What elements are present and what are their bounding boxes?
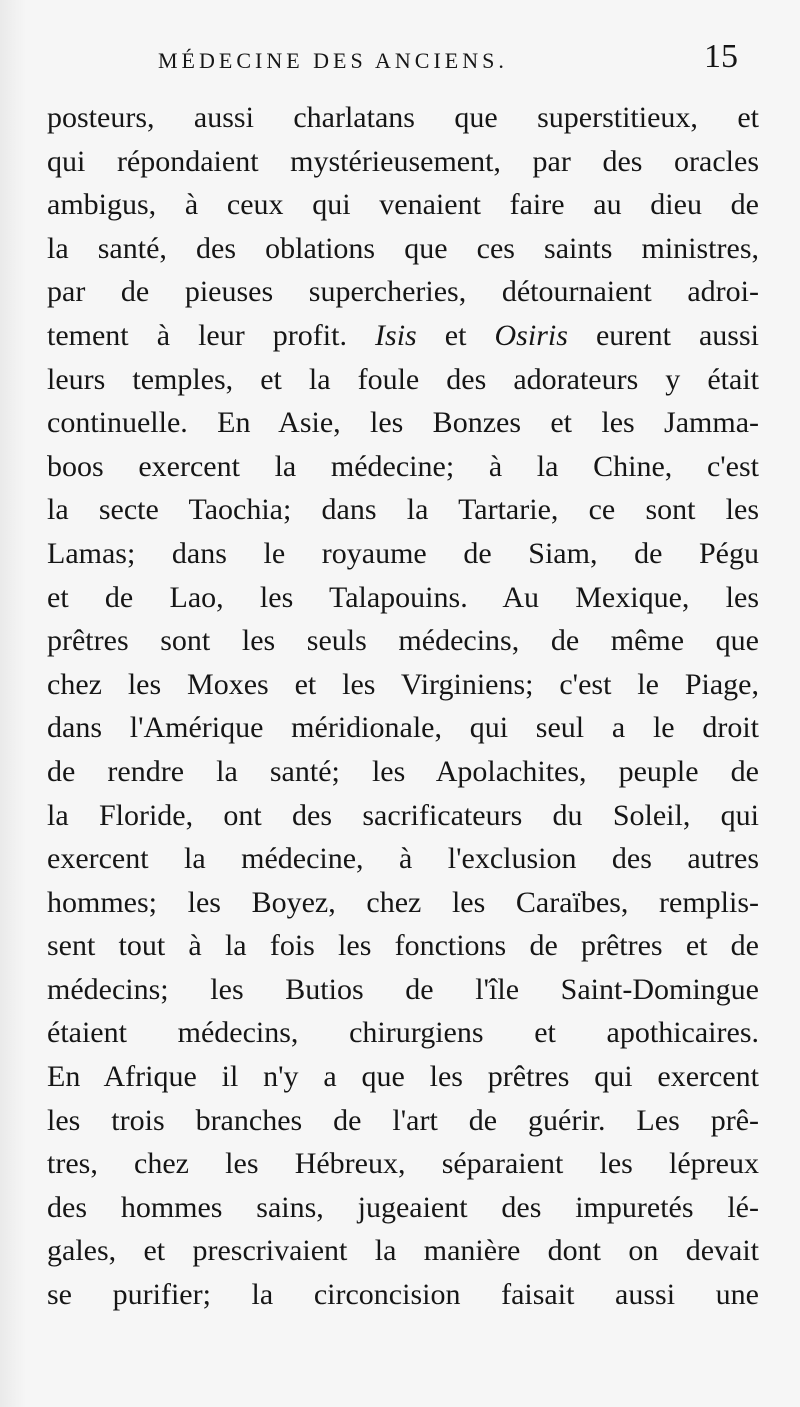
page-number: 15 <box>704 38 738 75</box>
running-title: MÉDECINE DES ANCIENS. <box>158 48 508 73</box>
text-line: médecins; les Butios de l'île Saint-Domingue <box>47 972 759 1006</box>
text-line: tres, chez les Hébreux, séparaient les lépreux <box>47 1147 759 1181</box>
text-line: la santé, des oblations que ces saints ministres, <box>47 231 759 265</box>
text-line: la Floride, ont des sacrificateurs du Soleil, qui <box>47 798 759 832</box>
text-line: Lamas; dans le royaume de Siam, de Pégu <box>47 536 759 570</box>
text-line: de rendre la santé; les Apolachites, peuple de <box>47 754 759 788</box>
text-line: exercent la médecine, à l'exclusion des autres <box>47 842 759 876</box>
text-line: boos exercent la médecine; à la Chine, c'est <box>47 449 759 483</box>
italic-name: Osiris <box>494 318 568 352</box>
text-line: qui répondaient mystérieusement, par des oracles <box>47 144 759 178</box>
text-line: chez les Moxes et les Virginiens; c'est le Piage, <box>47 667 759 701</box>
text-line: gales, et prescrivaient la manière dont on devait <box>47 1234 759 1268</box>
body-text <box>47 96 759 1317</box>
text-line: prêtres sont les seuls médecins, de même que <box>47 624 759 658</box>
text-line: En Afrique il n'y a que les prêtres qui exercent <box>47 1060 759 1094</box>
text-line: posteurs, aussi charlatans que superstitieux, et <box>47 101 759 134</box>
text-line: dans l'Amérique méridionale, qui seul a le droit <box>47 711 759 745</box>
running-head <box>0 38 800 84</box>
text-line: se purifier; la circoncision faisait aussi une <box>47 1278 759 1312</box>
text-line: leurs temples, et la foule des adorateurs y était <box>47 362 759 396</box>
text-line: continuelle. En Asie, les Bonzes et les Jamma- <box>47 406 759 440</box>
text-line: et de Lao, les Talapouins. Au Mexique, les <box>47 580 759 614</box>
text-line: sent tout à la fois les fonctions de prêtres et de <box>47 929 759 963</box>
text-line: hommes; les Boyez, chez les Caraïbes, remplis- <box>47 885 759 919</box>
text-line: tement à leur profit. Isis et Osiris eurent aussi <box>47 318 759 352</box>
text-line: les trois branches de l'art de guérir. Les prê- <box>47 1103 759 1137</box>
text-line: par de pieuses supercheries, détournaient adroi- <box>47 275 759 309</box>
text-line: étaient médecins, chirurgiens et apothicaires. <box>47 1016 759 1050</box>
italic-name: Isis <box>375 318 417 352</box>
text-line: des hommes sains, jugeaient des impuretés lé- <box>47 1190 759 1224</box>
text-line: la secte Taochia; dans la Tartarie, ce sont les <box>47 493 759 527</box>
text-line: ambigus, à ceux qui venaient faire au dieu de <box>47 188 759 222</box>
